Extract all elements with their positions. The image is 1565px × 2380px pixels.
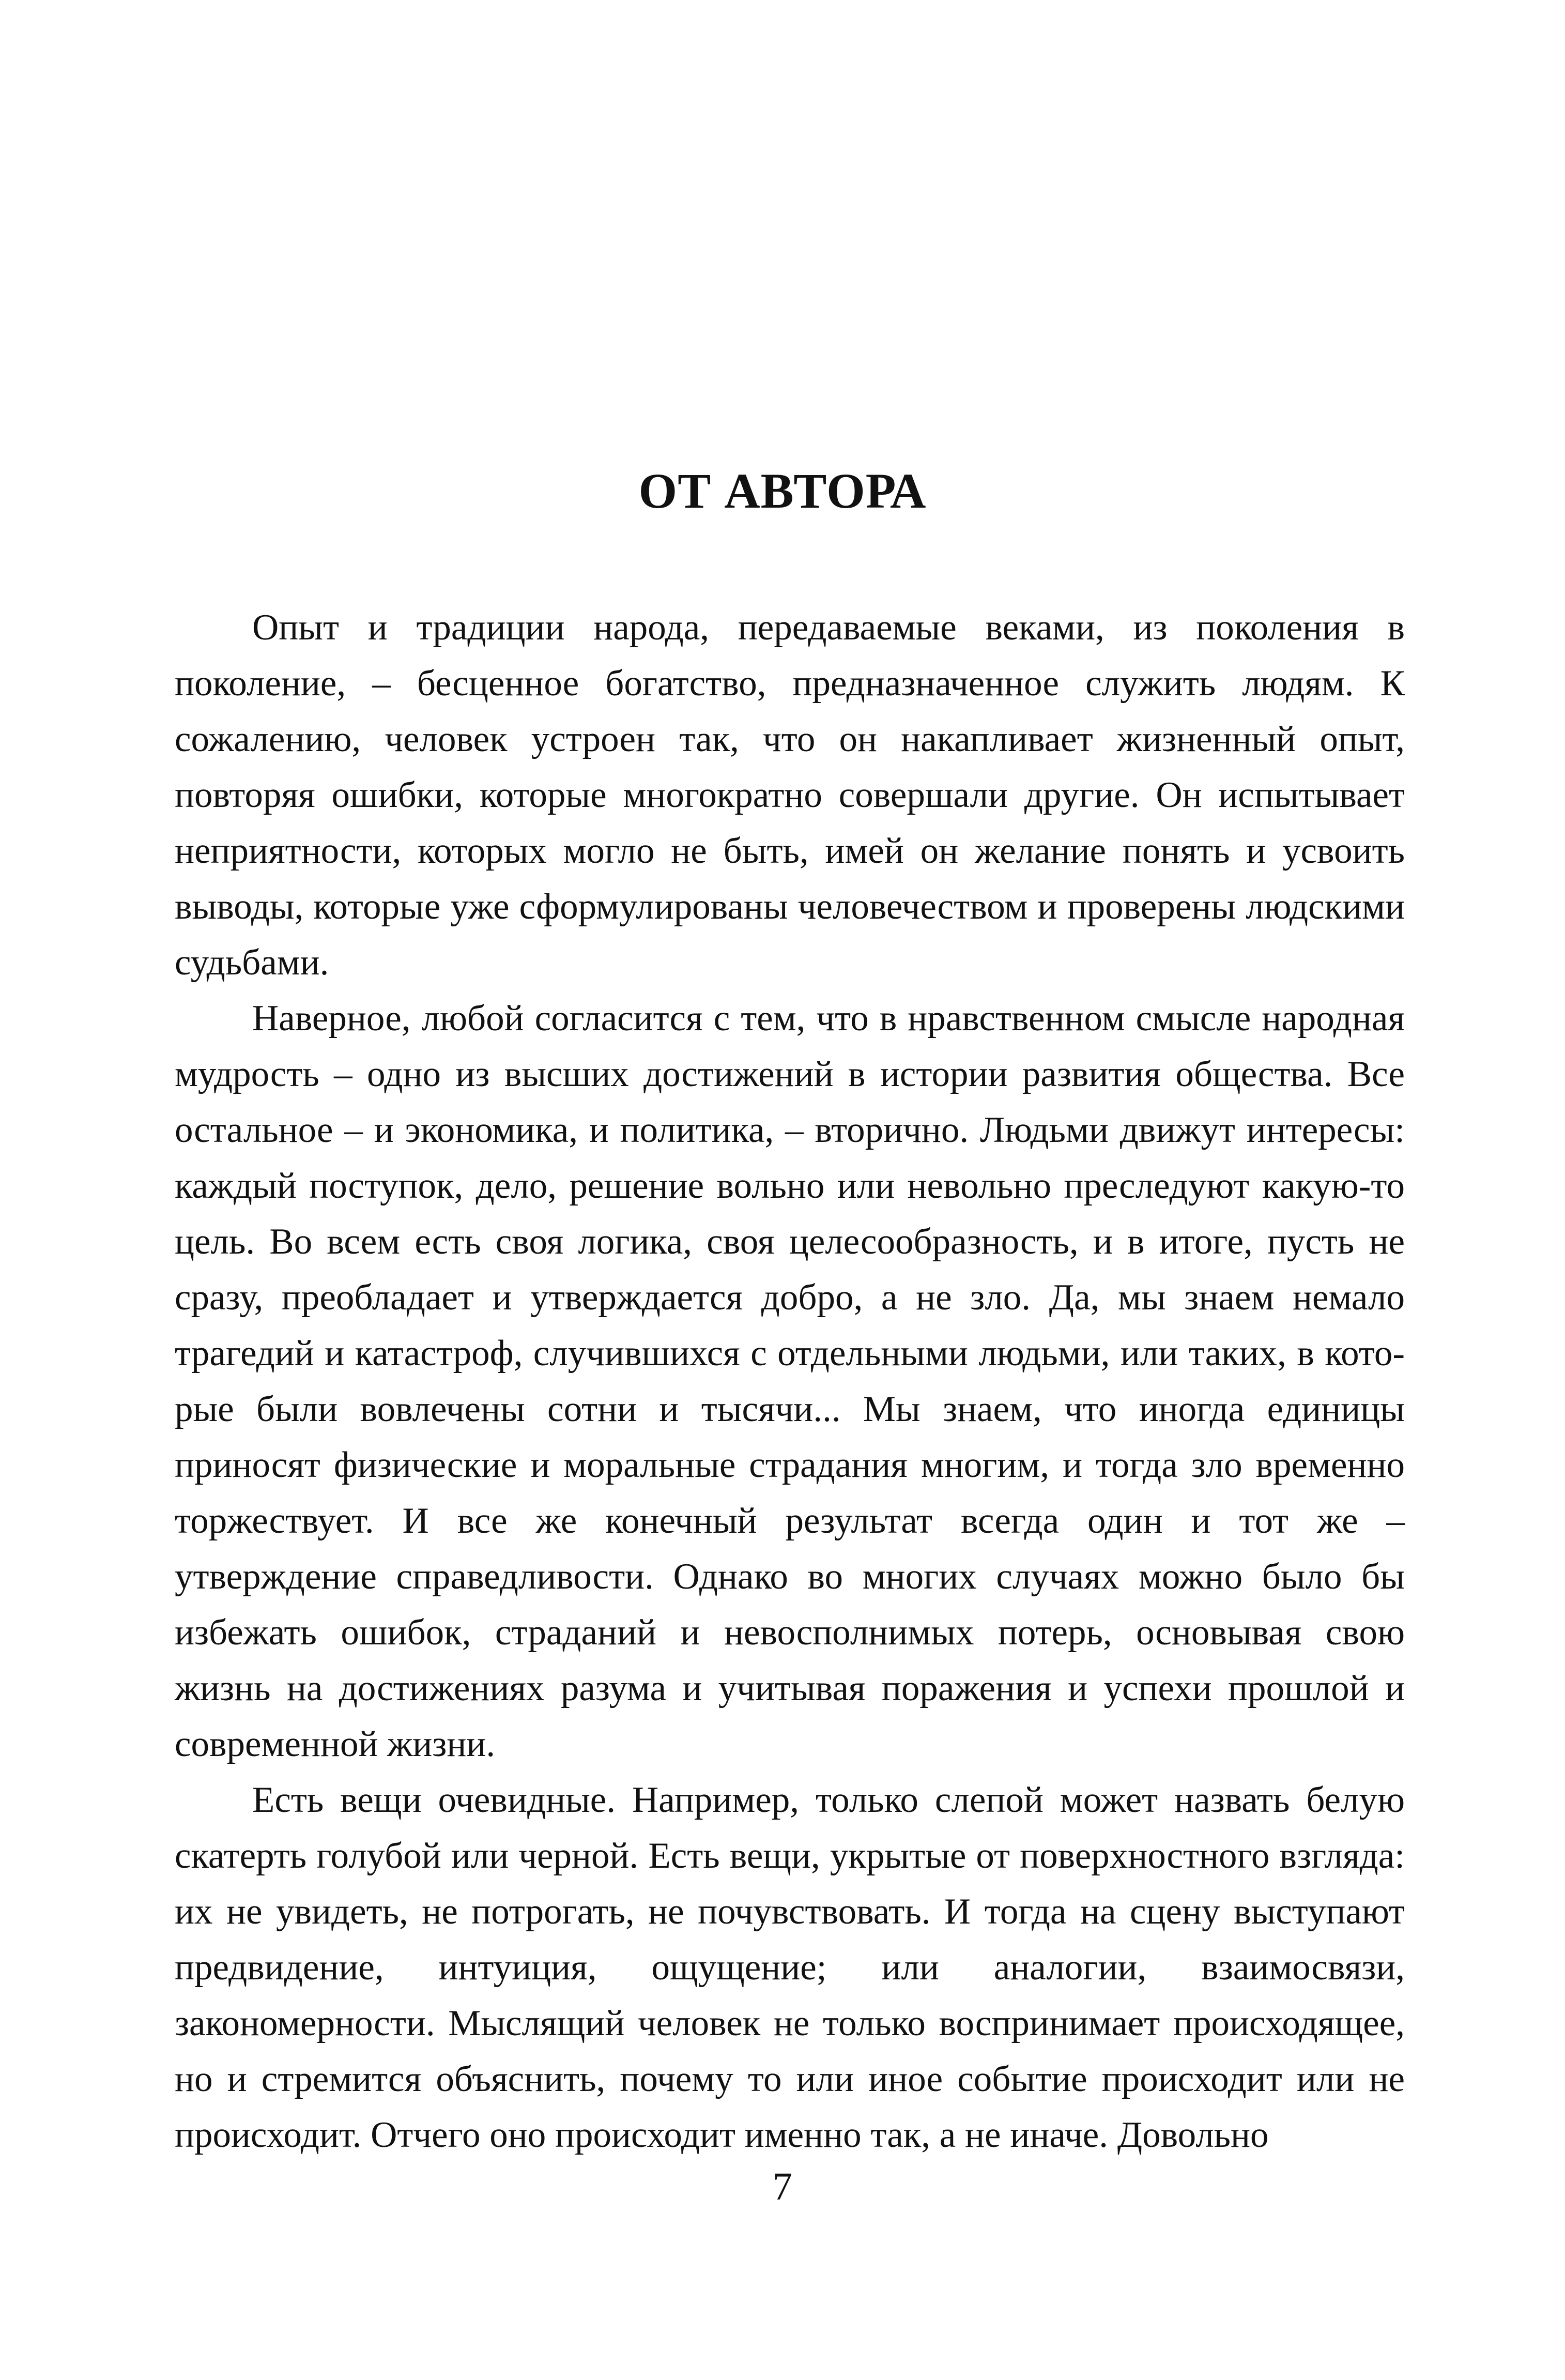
- body-text: [175, 600, 1405, 2163]
- chapter-title: ОТ АВТОРА: [638, 463, 927, 518]
- paragraph-2: Наверное, любой согласится с тем, что в нравственном смысле народная мудрость – одно из высших достижений в истории развития общества. Все остальное – и экономика, и политика, – вторично. Людьми движут интересы: каждый поступок, дело, решение вольно или невольно преследуют какую-то цель. Во всем есть своя логика, своя целесообразность, и в итоге, пусть не сразу, преобладает и утверждается добро, а не зло. Да, мы знаем немало трагедий и катастроф, случившихся с отдельными людьми, или таких, в которые были вовлечены сотни и тысячи... Мы знаем, что иногда единицы приносят физические и моральные страдания многим, и тогда зло временно торжествует. И все же конечный результат всегда один и тот же – утверждение справедливости. Однако во многих случаях можно было бы избежать ошибок, страданий и невосполнимых потерь, основывая свою жизнь на достижениях разума и учитывая поражения и успехи прошлой и современной жизни.: [175, 998, 1405, 1764]
- page-number: 7: [773, 2165, 792, 2208]
- paragraph-1: Опыт и традиции народа, передаваемые веками, из поколения в поколение, – бесценное богатство, предназначенное служить людям. К сожалению, человек устроен так, что он накапливает жизненный опыт, повторяя ошибки, которые многократно совершали другие. Он испытывает неприятности, которых могло не быть, имей он желание понять и усвоить выводы, которые уже сформулированы человечеством и проверены людскими судьбами.: [175, 607, 1405, 983]
- paragraph-3: Есть вещи очевидные. Например, только слепой может назвать белую скатерть голубой или черной. Есть вещи, укрытые от поверхностного взгляда: их не увидеть, не потрогать, не почувствовать. И тогда на сцену выступают предвидение, интуиция, ощущение; или аналогии, взаимосвязи, закономерности. Мыслящий человек не только воспринимает происходящее, но и стремится объяснить, почему то или иное событие происходит или не происходит. Отчего оно происходит именно так, а не иначе. Довольно: [175, 1780, 1405, 2155]
